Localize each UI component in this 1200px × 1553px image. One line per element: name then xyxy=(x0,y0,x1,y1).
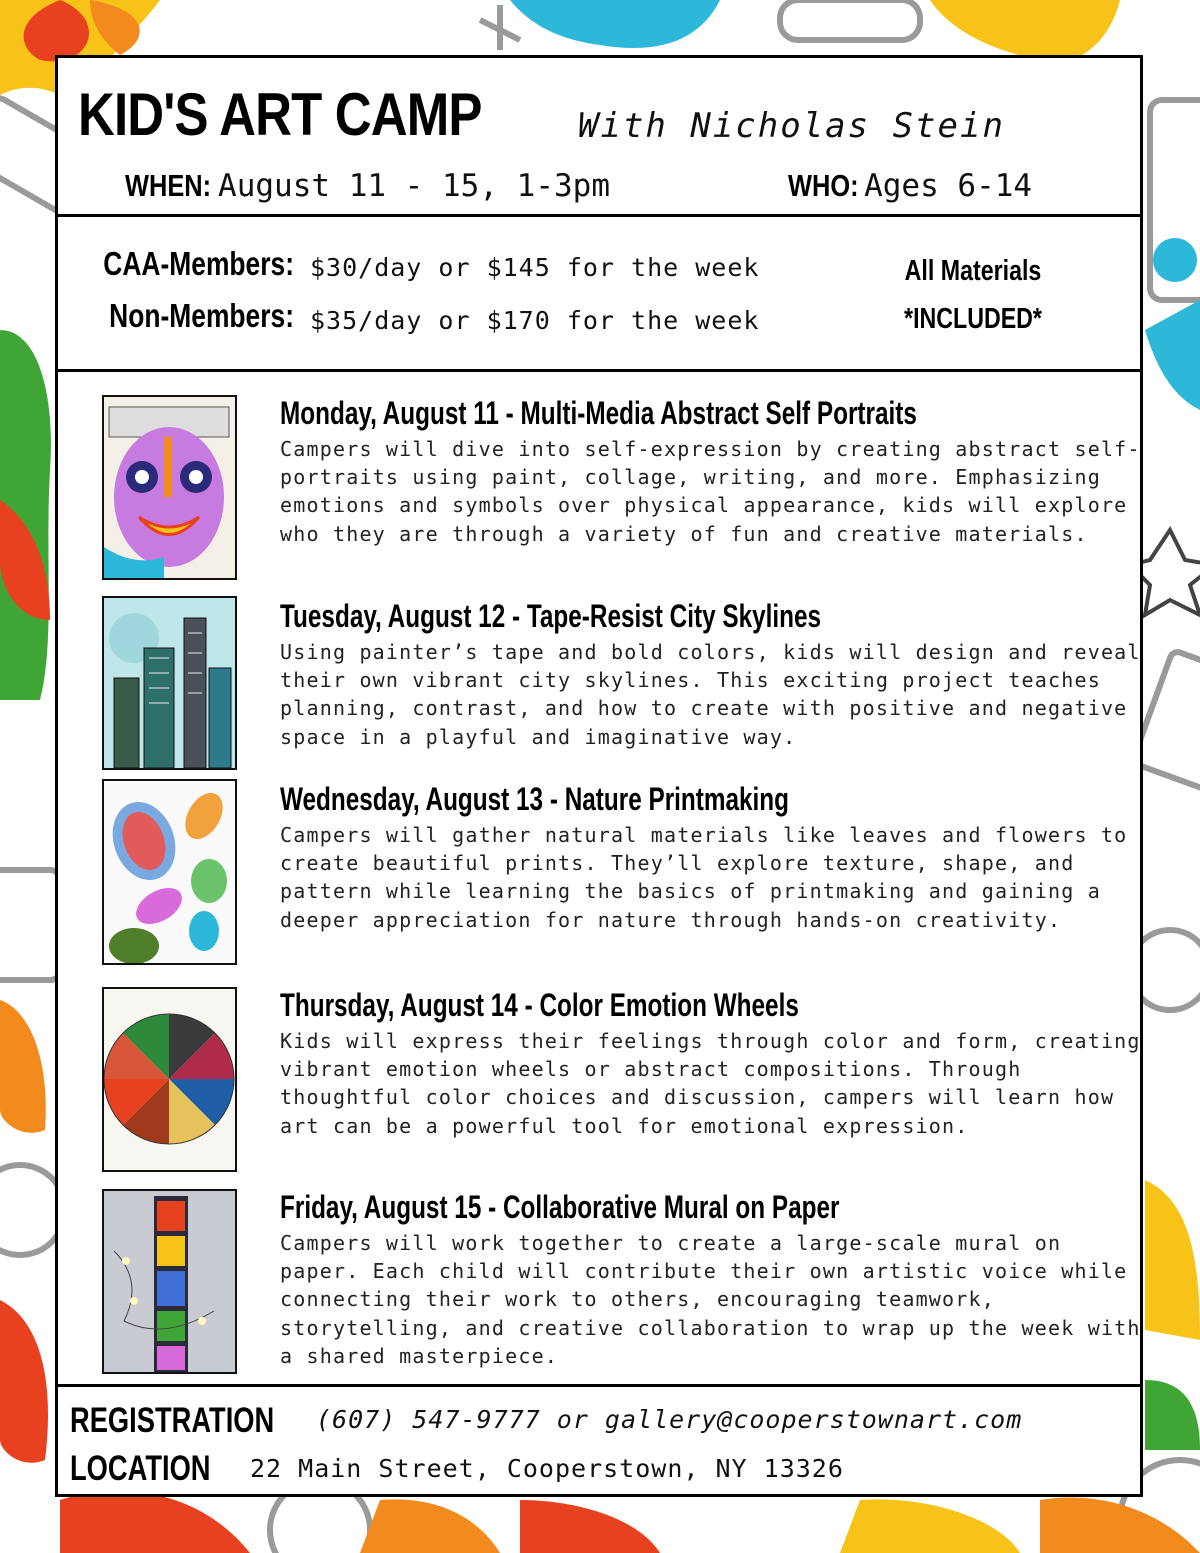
pricing-section xyxy=(58,217,1140,372)
registration-label: REGISTRATION xyxy=(70,1401,275,1440)
members-label: CAA-Members: xyxy=(103,245,294,282)
city-skyline-artwork-image xyxy=(102,596,237,770)
friday-description: Campers will work together to create a large-scale mural on paper. Each child will contribute their own artistic voice while connecting their work to others, encouraging teamwork, storytelling, and creative collaboration to wrap up the week with a shared masterpiece. xyxy=(280,1231,1141,1368)
self-portrait-artwork-image xyxy=(102,395,237,580)
monday-heading: Monday, August 11 - Multi-Media Abstract Self Portraits xyxy=(280,395,917,431)
materials-line-2: *INCLUDED* xyxy=(904,303,1042,335)
emotion-wheel-artwork-graphic xyxy=(104,989,235,1170)
friday-heading: Friday, August 15 - Collaborative Mural on Paper xyxy=(280,1189,840,1225)
when-label: WHEN: xyxy=(125,168,212,203)
flyer-header xyxy=(58,58,1140,217)
flyer-title: KID'S ART CAMP xyxy=(78,81,482,148)
monday-description: Campers will dive into self-expression by creating abstract self-portraits using paint, collage, writing, and more. Emphasizing emotions and symbols over physical appearance, kids will explore who they are through a variety of fun and creative materials. xyxy=(280,437,1141,546)
location-address: 22 Main Street, Cooperstown, NY 13326 xyxy=(250,1454,844,1483)
who-info xyxy=(788,166,1032,204)
flyer-footer xyxy=(58,1384,1140,1497)
wednesday-heading: Wednesday, August 13 - Nature Printmaking xyxy=(280,781,790,817)
who-value: Ages 6-14 xyxy=(864,168,1033,204)
city-skyline-artwork-graphic xyxy=(104,598,235,768)
who-label: WHO: xyxy=(788,168,859,203)
mural-artwork-image xyxy=(102,1189,237,1374)
nonmembers-label: Non-Members: xyxy=(109,297,294,334)
nonmembers-price: $35/day or $170 for the week xyxy=(310,306,760,335)
wednesday-description: Campers will gather natural materials like leaves and flowers to create beautiful prints. They’ll explore texture, shape, and pattern while learning the basics of printmaking and gaining a deeper appreciation for nature through hands-on creativity. xyxy=(280,823,1128,932)
nature-print-artwork-image xyxy=(102,779,237,965)
emotion-wheel-artwork-image xyxy=(102,987,237,1172)
materials-line-1: All Materials xyxy=(904,255,1042,287)
instructor-subtitle: With Nicholas Stein xyxy=(578,106,1005,146)
when-info xyxy=(125,166,610,204)
self-portrait-artwork-graphic xyxy=(104,397,235,578)
mural-artwork-graphic xyxy=(104,1191,235,1372)
tuesday-description: Using painter’s tape and bold colors, kids will design and reveal their own vibrant city skylines. This exciting project teaches planning, contrast, and how to create with positive and negative space in a playful and imaginative way. xyxy=(280,640,1141,749)
tuesday-heading: Tuesday, August 12 - Tape-Resist City Skylines xyxy=(280,598,822,634)
registration-contact[interactable]: (607) 547-9777 or gallery@cooperstownart.com xyxy=(316,1405,1023,1434)
nature-print-artwork-graphic xyxy=(104,781,235,963)
members-price: $30/day or $145 for the week xyxy=(310,253,760,282)
thursday-description: Kids will express their feelings through color and form, creating vibrant emotion wheels or abstract compositions. Through thoughtful color choices and discussion, campers will learn how art can be a powerful tool for emotional expression. xyxy=(280,1029,1141,1138)
when-value: August 11 - 15, 1-3pm xyxy=(218,168,610,204)
location-label: LOCATION xyxy=(70,1449,211,1488)
thursday-heading: Thursday, August 14 - Color Emotion Wheels xyxy=(280,987,799,1023)
flyer-sheet xyxy=(55,55,1143,1497)
